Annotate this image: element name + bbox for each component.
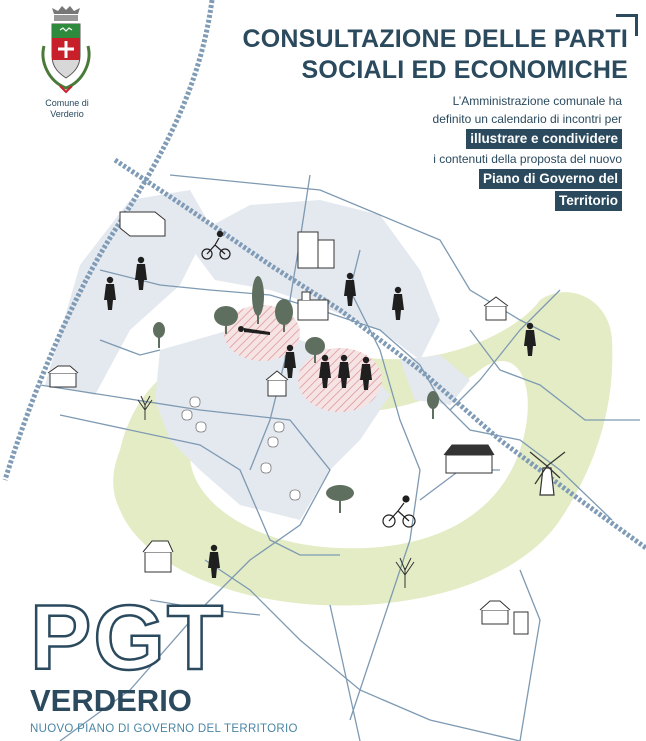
- title-line-2: SOCIALI ED ECONOMICHE: [301, 56, 628, 84]
- page-title: [242, 24, 628, 86]
- comune-line: Comune di: [45, 98, 89, 108]
- comune-label: [30, 98, 104, 120]
- place-name: VERDERIO: [30, 683, 192, 718]
- highlight-piano-line-1: Piano di Governo del: [479, 169, 622, 189]
- pgt-logo-text: PGT: [30, 587, 226, 689]
- title-line-1: CONSULTAZIONE DELLE PARTI: [242, 25, 628, 53]
- comune-name: Verderio: [50, 109, 84, 119]
- intro-line-2: definito un calendario di incontri per: [432, 112, 622, 126]
- intro-text: [433, 92, 622, 212]
- footer-subtitle: NUOVO PIANO DI GOVERNO DEL TERRITORIO: [30, 723, 298, 735]
- highlight-illustrare: illustrare e condividere: [466, 129, 622, 149]
- intro-line-3: i contenuti della proposta del nuovo: [433, 152, 622, 166]
- coat-of-arms-icon: [36, 6, 96, 96]
- intro-line-1: L’Amministrazione comunale ha: [452, 94, 622, 108]
- highlight-piano-line-2: Territorio: [555, 191, 622, 211]
